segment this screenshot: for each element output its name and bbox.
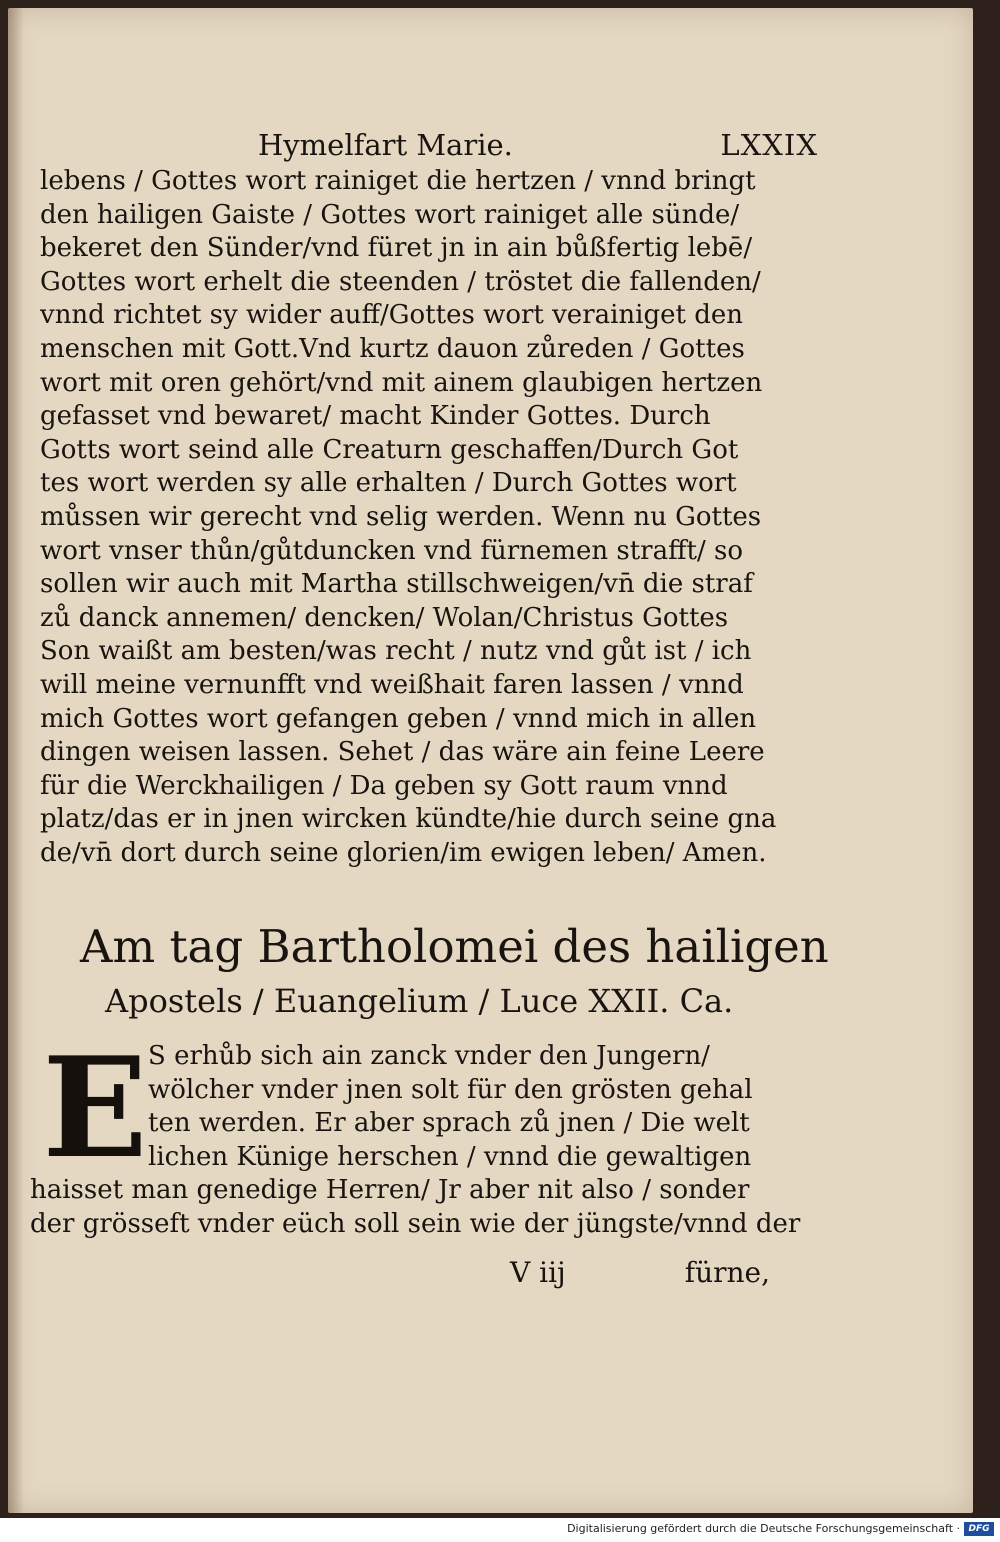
page-header xyxy=(258,128,818,168)
text-line: dingen weisen lassen. Sehet / das wäre ain feine Leere xyxy=(40,737,765,768)
decorated-initial: E xyxy=(42,1026,148,1189)
text-line: lichen Künige herschen / vnnd die gewaltigen xyxy=(148,1141,752,1172)
text-line: Son waißt am besten/was recht / nutz vnd gůt ist / ich xyxy=(40,636,752,667)
text-line: mich Gottes wort gefangen geben / vnnd mich in allen xyxy=(40,703,757,734)
dfg-logo-icon: DFG xyxy=(964,1522,994,1536)
text-line: tes wort werden sy alle erhalten / Durch Gottes wort xyxy=(40,468,737,499)
text-line: der grösseft vnder eüch soll sein wie der jüngste/vnnd der xyxy=(30,1208,801,1239)
text-line: gefasset vnd bewaret/ macht Kinder Gottes. Durch xyxy=(40,401,711,432)
page-gutter-shadow xyxy=(8,8,24,1513)
text-line: haisset man genedige Herren/ Jr aber nit also / sonder xyxy=(30,1175,750,1206)
text-line: wölcher vnder jnen solt für den grösten gehal xyxy=(148,1074,753,1105)
text-line: vnnd richtet sy wider auff/Gottes wort verainiget den xyxy=(40,300,744,331)
text-line: de/vn̄ dort durch seine glorien/im ewigen leben/ Amen. xyxy=(40,837,767,868)
text-line: menschen mit Gott.Vnd kurtz dauon zůreden / Gottes xyxy=(40,333,745,364)
page-footer xyxy=(500,1255,800,1291)
text-line: bekeret den Sünder/vnd füret jn in ain bůßfertig lebē/ xyxy=(40,233,753,264)
text-line: den hailigen Gaiste / Gottes wort rainiget alle sünde/ xyxy=(40,199,740,230)
running-head: Hymelfart Marie. xyxy=(258,128,513,162)
credit-bar xyxy=(0,1518,1000,1542)
catchword: fürne, xyxy=(684,1256,770,1289)
text-line: ten werden. Er aber sprach zů jnen / Die welt xyxy=(148,1108,750,1139)
text-line: platz/das er in jnen wircken kündte/hie durch seine gna xyxy=(40,804,777,835)
text-line: für die Werckhailigen / Da geben sy Gott raum vnnd xyxy=(40,770,728,801)
text-line: wort vnser thůn/gůtduncken vnd fürnemen strafft/ so xyxy=(40,535,744,566)
section-subheading: Apostels / Euangelium / Luce XXII. Ca. xyxy=(105,982,734,1020)
text-line: zů danck annemen/ dencken/ Wolan/Christus Gottes xyxy=(40,602,729,633)
text-line: můssen wir gerecht vnd selig werden. Wenn nu Gottes xyxy=(40,501,762,532)
gospel-paragraph xyxy=(30,1026,810,1242)
folio-number: LXXIX xyxy=(720,128,818,162)
text-line: Gotts wort seind alle Creaturn geschaffen/Durch Got xyxy=(40,434,739,465)
text-line: wort mit oren gehört/vnd mit ainem glaubigen hertzen xyxy=(40,367,763,398)
section-heading: Am tag Bartholomei des hailigen xyxy=(80,920,829,973)
text-line: will meine vernunfft vnd weißhait faren lassen / vnnd xyxy=(40,669,744,700)
text-line: sollen wir auch mit Martha stillschweigen/vn̄ die straf xyxy=(40,569,753,600)
text-line: S erhůb sich ain zanck vnder den Jungern/ xyxy=(148,1041,710,1071)
text-line: lebens / Gottes wort rainiget die hertzen / vnnd bringt xyxy=(40,166,756,196)
funding-credit: Digitalisierung gefördert durch die Deutsche Forschungsgemeinschaft · xyxy=(567,1522,960,1535)
body-text xyxy=(40,165,800,870)
signature-mark: V iij xyxy=(510,1256,566,1289)
text-line: Gottes wort erhelt die steenden / tröstet die fallenden/ xyxy=(40,266,761,297)
